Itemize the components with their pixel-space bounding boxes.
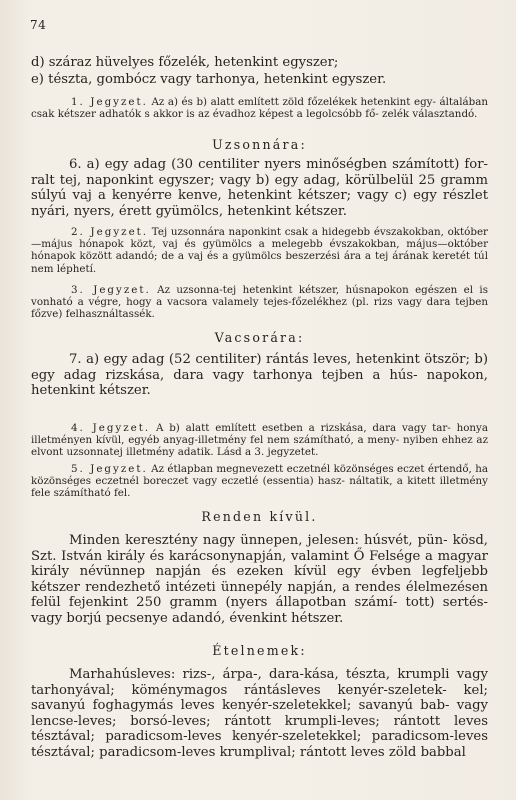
item-7: 7. a) egy adag (52 centiliter) rántás leves, hetenkint ötször; b) egy adag rizskása, dara vagy tarhonya tejben a hús- napokon, hetenkint kétszer. [31,352,488,398]
heading-renden-kivul: Renden kívül. [201,509,318,524]
note-5-text: Az étlapban megnevezett eczetnél közönséges eczet értendő, ha közönséges eczetnél boreczet vagy eczetlé (essentia) hasz- náltatik, a kitett illetmény fele számítható fel. [31,463,488,500]
note-2-text: Tej uzsonnára naponkint csak a hidegebb évszakokban, október—május hónapok közt, vaj és gyümölcs a melegebb évszakokban, május—október hónapok között adandó; de a vaj és a gyümölcs beszerzési ára a tej árának keretét túl nem léphetí. [31,226,488,275]
note-4-text: A b) alatt említett esetben a rizskása, dara vagy tar- honya illetményen kívül, egyéb anyag-illetmény fel nem számítható, a meny- nyiben ehhez az elvont uzsonnatej illetmény adatik. Lásd a 3. jegyzetet. [31,422,488,459]
note-1 [31,96,488,120]
item-e: e) tészta, gombócz vagy tarhonya, hetenkint egyszer. [31,72,387,87]
renden-kivul-paragraph: Minden keresztény nagy ünnepen, jelesen: húsvét, pün- kösd, Szt. István király és karácsonynapján, valamint Ő Felsége a magyar király névünnep napján és ezeken kívül egy évben legfeljebb kétszer rendezhető intézeti ünnepély napján, a rendes élelmezésen felül fejenkint 250 gramm (nyers állapotban számí- tott) sertés- vagy borjú pecsenye adandó, évenkint hétszer. [31,533,488,626]
note-2-label: 2. Jegyzet. [71,226,149,238]
heading-uzsonnara: Uzsonnára: [212,137,307,152]
note-3 [31,284,488,321]
note-1-text: Az a) és b) alatt említett zöld főzelékek hetenkint egy- általában csak kétszer adhatók s akkor is az évadhoz képest a legolcsóbb fő- zelék választandó. [31,96,488,121]
note-4 [31,422,488,459]
page-number: 74 [30,18,47,32]
item-d: d) száraz hüvelyes főzelék, hetenkint egyszer; [31,55,339,70]
note-5-label: 5. Jegyzet. [71,463,148,475]
note-4-label: 4. Jegyzet. [71,422,151,434]
heading-vacsorara: Vacsorára: [214,330,305,345]
item-6: 6. a) egy adag (30 centiliter nyers minőségben számított) for- ralt tej, naponkint egyszer; vagy b) egy adag, körülbelül 25 gramm súlyú vaj a kenyérre kenve, hetenkint kétszer; vagy c) egy részlet nyári, nyers, érett gyümölcs, hetenkint kétszer. [31,157,488,219]
note-1-label: 1. Jegyzet. [71,96,148,108]
note-3-label: 3. Jegyzet. [71,284,151,296]
note-2 [31,226,488,275]
heading-etnemek: Ételnemek: [212,643,307,658]
etnemek-paragraph: Marhahúsleves: rizs-, árpa-, dara-kása, tészta, krumpli vagy tarhonyával; köménymagos rántásleves kenyér-szeletek- kel; savanyú foghagymás leves kenyér-szeletekkel; savanyú bab- vagy lencse-leves; borsó-leves; rántott krumpli-leves; rántott leves tésztával; paradicsom-leves kenyér-szeletekkel; paradicsom-leves tésztával; paradicsom-leves krumplival; rántott leves zöld babbal [31,667,488,760]
note-3-text: Az uzsonna-tej hetenkint kétszer, húsnapokon egészen el is vonható a végre, hogy a vacsora valamely tejes-főzelékhez (pl. rizs vagy dara tejben főzve) felhasználtassék. [31,284,488,321]
note-5 [31,463,488,500]
